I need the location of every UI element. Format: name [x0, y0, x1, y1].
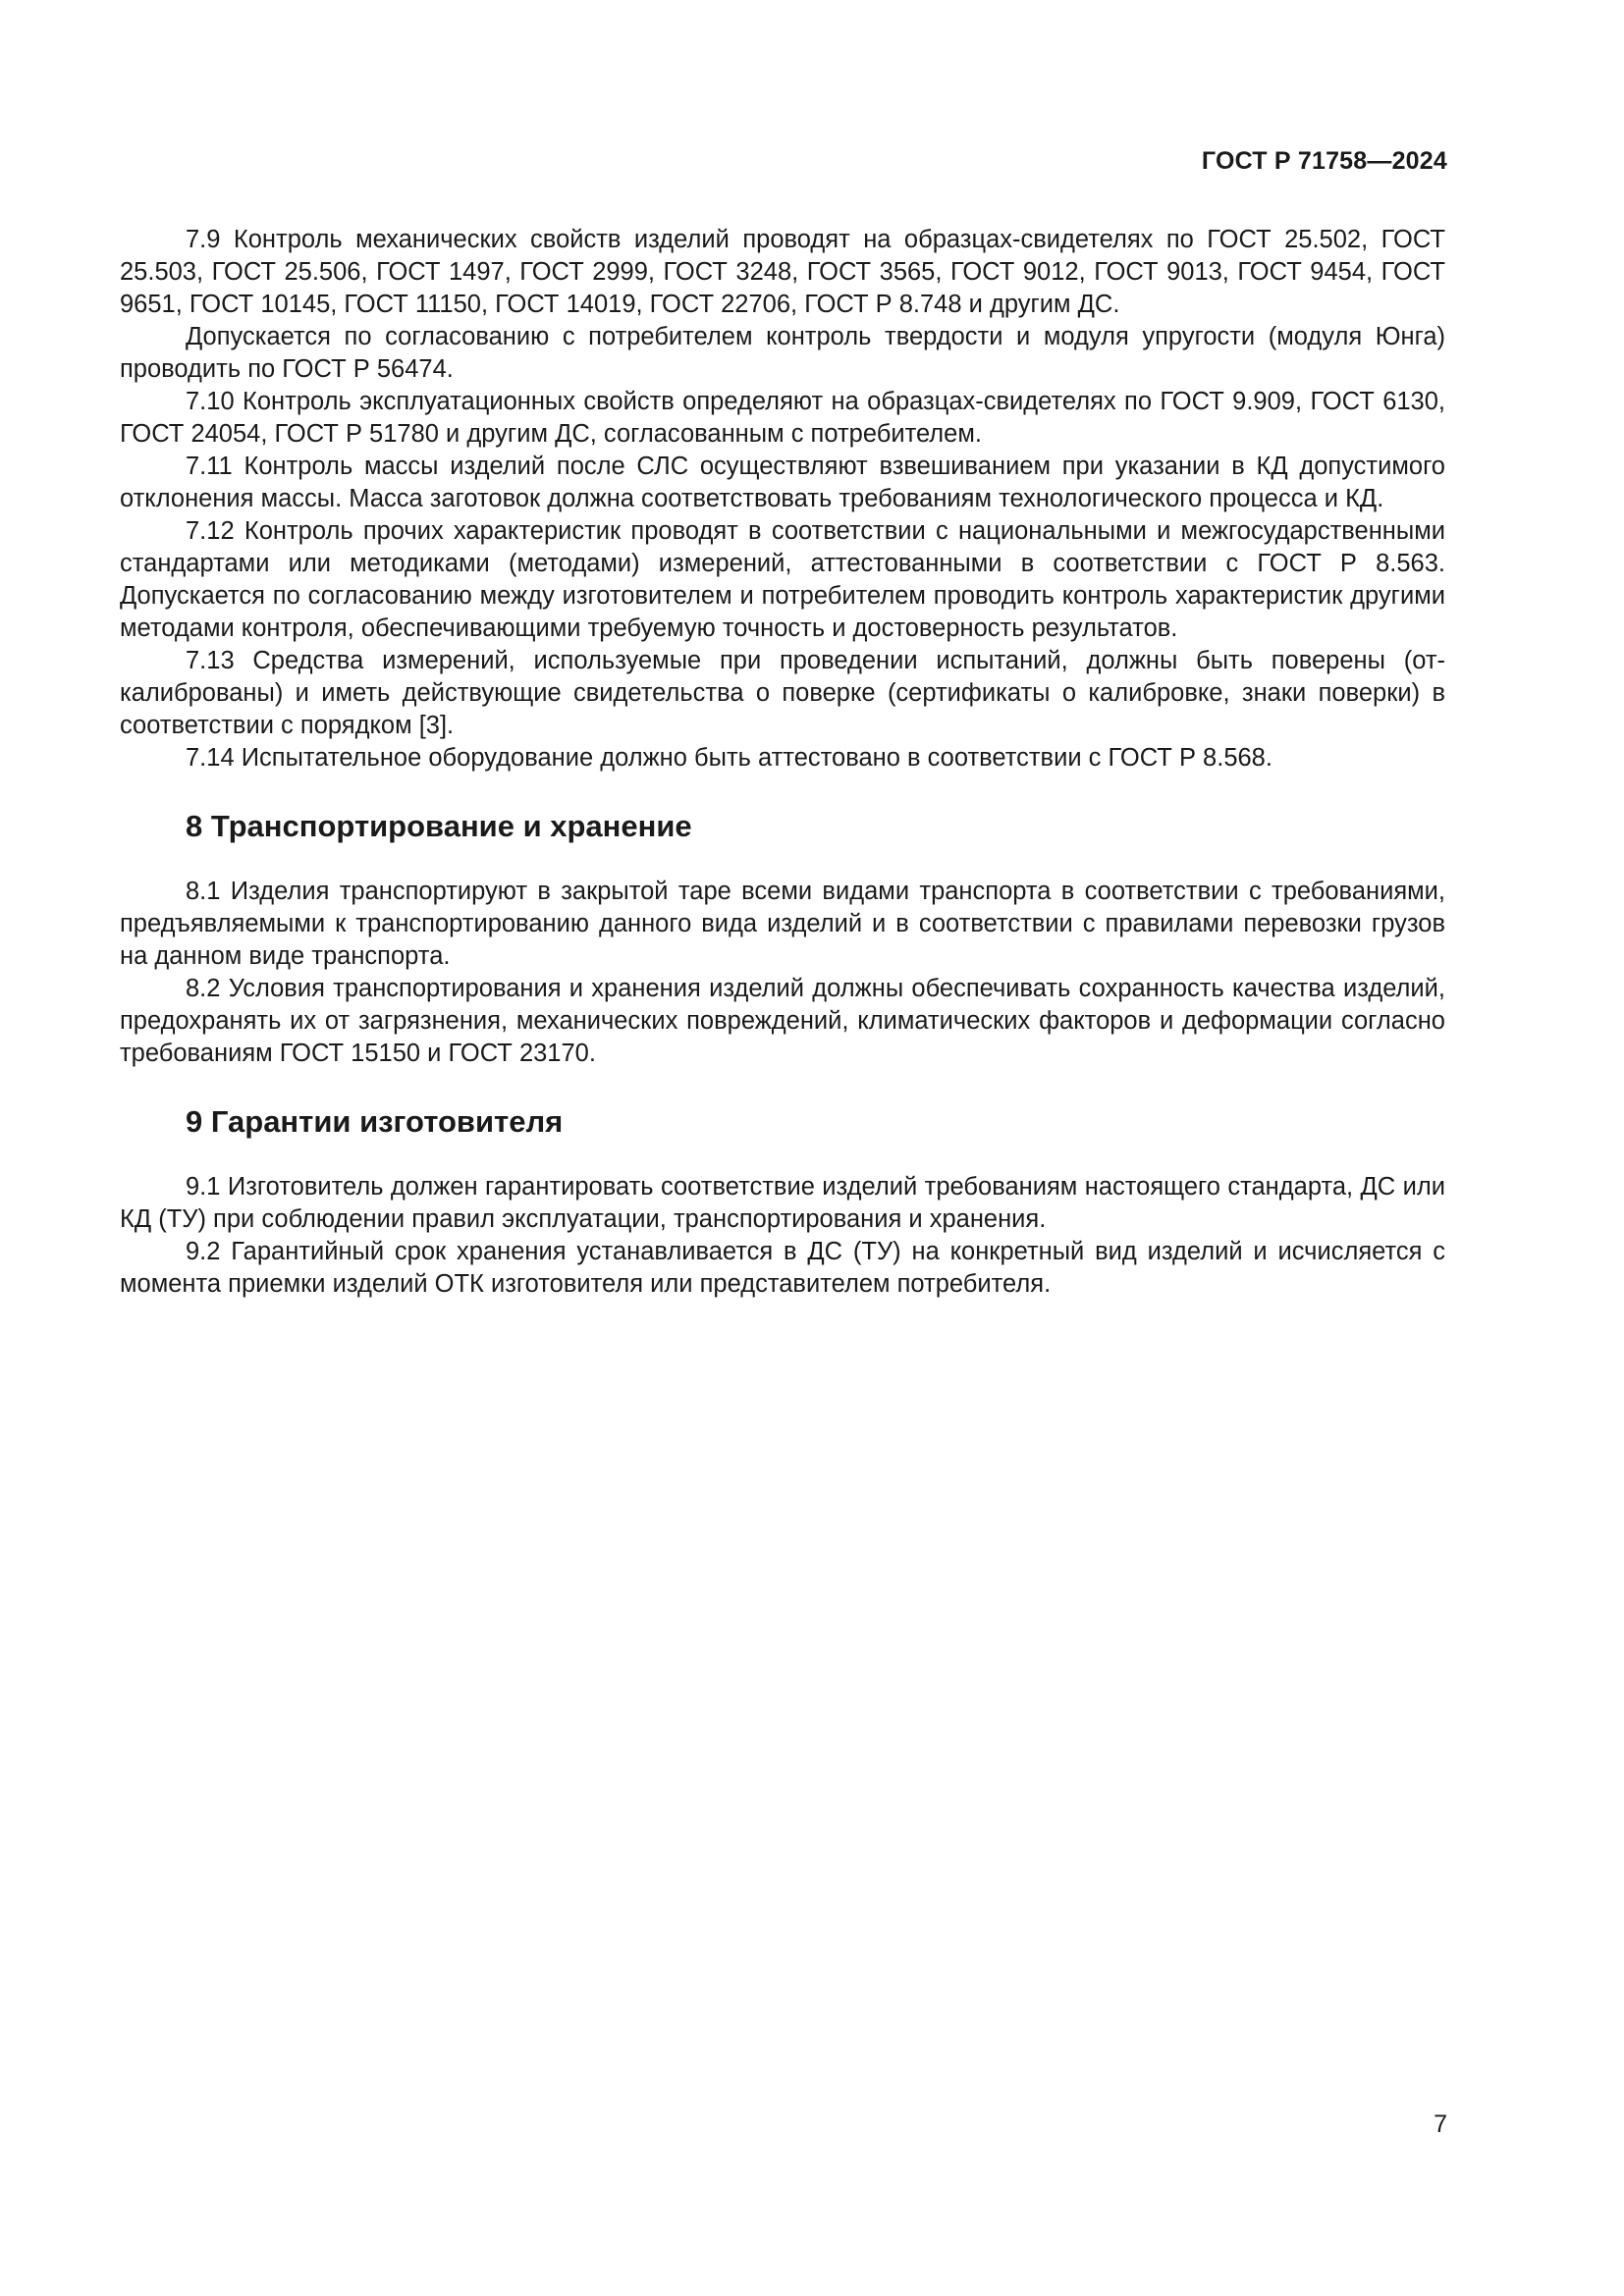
paragraph-7-12: 7.12 Контроль прочих характеристик проводят в соответствии с национальными и межгосударственными стандартами или методиками (методами) измерений, аттестованными в соответствии с ГОСТ Р 8.563. Допускается по согласованию между изготовителем и потребителем проводить контроль характеристик другими методами контроля, обеспечивающими требуемую точность и достоверность результатов. [120, 517, 1445, 642]
paragraph-7-10: 7.10 Контроль эксплуатационных свойств определяют на образцах-свидетелях по ГОСТ 9.909, ГОСТ 6130, ГОСТ 24054, ГОСТ Р 51780 и другим ДС, согласованным с потребителем. [120, 388, 1445, 448]
section-9-body [120, 1171, 1445, 1301]
paragraph-7-9: 7.9 Контроль механических свойств изделий проводят на образцах-свидетелях по ГОСТ 25.502, ГОСТ 25.503, ГОСТ 25.506, ГОСТ 1497, ГОСТ 2999, ГОСТ 3248, ГОСТ 3565, ГОСТ 9012, ГОСТ 9013, ГОСТ 9454, ГОСТ 9651, ГОСТ 10145, ГОСТ 11150, ГОСТ 14019, ГОСТ 22706, ГОСТ Р 8.748 и другим ДС. [120, 226, 1445, 318]
document-code-header: ГОСТ Р 71758—2024 [1201, 147, 1447, 175]
section-7-body [120, 224, 1445, 774]
paragraph-7-9-note: Допускается по согласованию с потребителем контроль твердости и модуля упругости (модуля Юнга) проводить по ГОСТ Р 56474. [120, 323, 1445, 383]
paragraph-9-1: 9.1 Изготовитель должен гарантировать соответствие изделий требованиям настоящего стандарта, ДС или КД (ТУ) при соблюдении правил эксплуатации, транспортирования и хранения. [120, 1173, 1445, 1233]
section-8-title: 8 Транспортирование и хранение [186, 809, 692, 843]
section-9-title: 9 Гарантии изготовителя [186, 1104, 564, 1139]
paragraph-9-2: 9.2 Гарантийный срок хранения устанавливается в ДС (ТУ) на конкретный вид изделий и исчисляется с момента приемки изделий ОТК изготовителя или представителем потребителя. [120, 1238, 1445, 1298]
page-content [120, 224, 1445, 1301]
paragraph-8-1: 8.1 Изделия транспортируют в закрытой таре всеми видами транспорта в соответствии с требованиями, предъявляемыми к транспортированию данного вида изделий и в соответствии с правилами перевозки грузов на данном виде транспорта. [120, 878, 1445, 970]
paragraph-7-14: 7.14 Испытательное оборудование должно быть аттестовано в соответствии с ГОСТ Р 8.568. [186, 744, 1272, 772]
paragraph-7-13: 7.13 Средства измерений, используемые при проведении испытаний, должны быть поверены (откалиброваны) и иметь действующие свидетельства о поверке (сертификаты о калибровке, знаки поверки) в соответствии с порядком [3]. [120, 647, 1445, 739]
paragraph-8-2: 8.2 Условия транспортирования и хранения изделий должны обеспечивать сохранность качества изделий, предохранять их от загрязнения, механических повреждений, климатических факторов и деформации согласно требованиям ГОСТ 15150 и ГОСТ 23170. [120, 975, 1445, 1067]
section-8-body [120, 876, 1445, 1070]
page-number: 7 [1434, 2110, 1447, 2138]
paragraph-7-11: 7.11 Контроль массы изделий после СЛС осуществляют взвешиванием при указании в КД допустимого отклонения массы. Масса заготовок должна соответствовать требованиям технологического процесса и КД. [120, 453, 1445, 512]
